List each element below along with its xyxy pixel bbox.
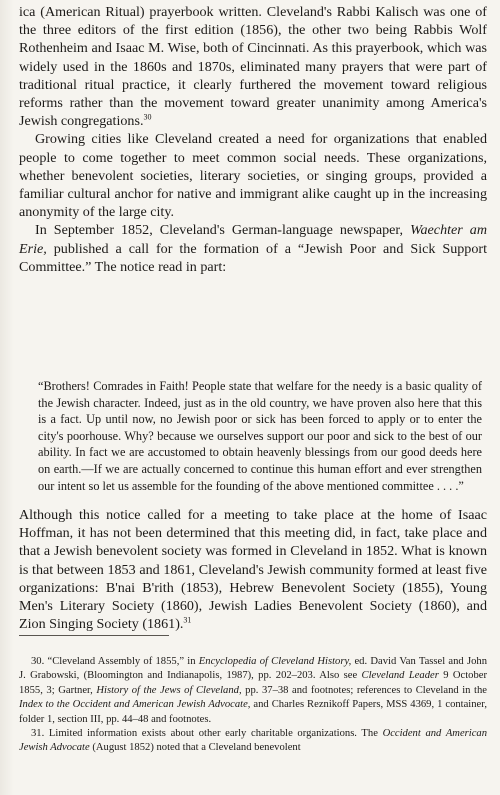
paragraph-newspaper-call: In September 1852, Cleveland's German-language newspaper, Waechter am Erie, published a call for the formation of a “Jewish Poor and Sick Support Committee.” The notice read in part:	[19, 222, 487, 275]
body-text-upper	[19, 3, 487, 276]
footnote-ref-31[interactable]: 31	[183, 615, 192, 625]
paragraph-five-organizations: Although this notice called for a meeting to take place at the home of Isaac Hoffman, it has not been determined that this meeting did, in fact, take place and that a Jewish benevolent society was formed in Cleveland in 1852. What is known is that between 1853 and 1861, Cleveland's Jewish community formed at least five organizations: B'nai B'rith (1853), Hebrew Benevolent Society (1855), Young Men's Literary Society (1860), Jewish Ladies Benevolent Society (1860), and Zion Singing Society (1861).$^{31}$	[19, 507, 487, 633]
newspaper-title: Waechter am Erie,	[19, 222, 487, 257]
paragraph-organizations: Growing cities like Cleveland created a need for organizations that enabled people to come together to meet common social needs. These organizations, whether benevolent societies, literary societies, or singing groups, provided a familiar cultural anchor for native and immigrant alike caught up in the increasing anonymity of the large city.	[19, 131, 487, 221]
footnote-31: 31. Limited information exists about other early charitable organizations. The Occident and American Jewish Advocate (August 1852) noted that a Cleveland benevolent	[19, 728, 488, 754]
paragraph-prayerbook: ica (American Ritual) prayerbook written. Cleveland's Rabbi Kalisch was one of the three editors of the first edition (1856), the other two being Rabbis Wolf Rothenheim and Isaac M. Wise, both of Cincinnati. As this prayerbook, which was widely used in the 1860s and 1870s, eliminated many prayers that were part of traditional ritual practice, it clearly furthered the movement toward religious reforms rather than the movement toward greater unanimity among America's Jewish congregations.$^{30}$	[19, 4, 487, 130]
footnote-divider	[19, 635, 169, 636]
footnote-30: 30. “Cleveland Assembly of 1855,” in Encyclopedia of Cleveland History, ed. David Van Tassel and John J. Grabowski, (Bloomington and Indianapolis, 1987), pp. 202–203. Also see Cleveland Leader 9 October 1855, 3; Gartner, History of the Jews of Cleveland, pp. 37–38 and footnotes; references to Cleveland in the Index to the Occident and American Jewish Advocate, and Charles Reznikoff Papers, MSS 4369, 1 container, folder 1, section III, pp. 44–48 and footnotes.	[19, 656, 488, 725]
footnotes	[19, 655, 487, 756]
footnote-ref-30[interactable]: 30	[143, 112, 152, 122]
block-quote-notice: “Brothers! Comrades in Faith! People state that welfare for the needy is a basic quality of the Jewish character. Indeed, just as in the old country, we have proven also here that this is a fact. Up until now, no Jewish poor or sick has been forced to apply or to enter the city's poorhouse. Why? because we ourselves support our poor and sick to the best of our ability. In fact we are accustomed to obtain heavenly blessings from our good deeds here on earth.—If we are actually concerned to continue this human effort and ever strengthen our intent so let us assemble for the founding of the above mentioned committee . . . .”	[38, 379, 482, 493]
